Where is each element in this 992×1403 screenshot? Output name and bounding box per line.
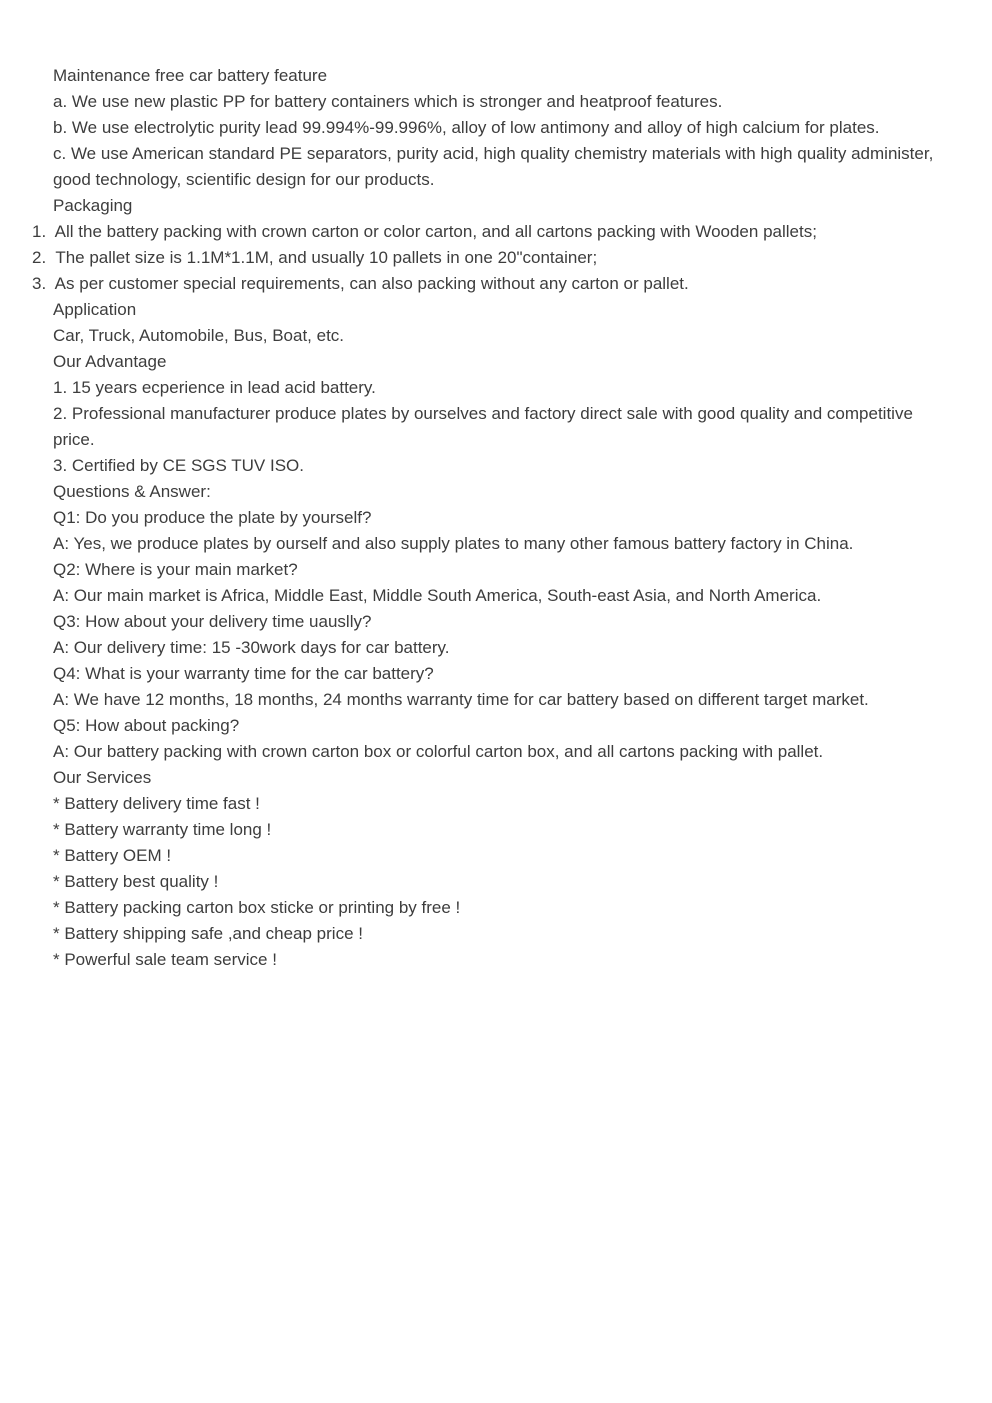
service-item: * Powerful sale team service ! (53, 950, 277, 969)
advantage-list (53, 375, 951, 479)
advantage-item: 2. Professional manufacturer produce plates by ourselves and factory direct sale with good quality and competitive price. (53, 404, 918, 449)
advantage-item: 3. Certified by CE SGS TUV ISO. (53, 456, 304, 475)
feature-item: b. We use electrolytic purity lead 99.994%-99.996%, alloy of low antimony and alloy of high calcium for plates. (53, 118, 880, 137)
feature-list (53, 89, 951, 193)
services-list (53, 791, 951, 973)
service-item: * Battery OEM ! (53, 846, 172, 865)
qa-answer: A: Yes, we produce plates by ourself and also supply plates to many other famous battery factory in China. (53, 534, 854, 553)
packaging-list (32, 219, 951, 297)
application-list (53, 323, 951, 349)
packaging-item: 1. All the battery packing with crown carton or color carton, and all cartons packing with Wooden pallets; (32, 222, 817, 241)
service-item: * Battery packing carton box sticke or printing by free ! (53, 898, 461, 917)
qa-list (53, 505, 951, 765)
feature-item: a. We use new plastic PP for battery containers which is stronger and heatproof features. (53, 92, 723, 111)
packaging-heading: Packaging (53, 196, 133, 215)
qa-answer: A: Our main market is Africa, Middle East, Middle South America, South-east Asia, and North America. (53, 586, 822, 605)
qa-answer: A: Our battery packing with crown carton box or colorful carton box, and all cartons packing with pallet. (53, 742, 824, 761)
qa-question: Q2: Where is your main market? (53, 560, 298, 579)
service-item: * Battery shipping safe ,and cheap price ! (53, 924, 363, 943)
section-advantage (53, 349, 951, 479)
qa-heading: Questions & Answer: (53, 482, 211, 501)
service-item: * Battery delivery time fast ! (53, 794, 260, 813)
section-application (53, 297, 951, 349)
section-packaging (32, 193, 951, 297)
qa-answer: A: We have 12 months, 18 months, 24 months warranty time for car battery based on different target market. (53, 690, 869, 709)
feature-item: c. We use American standard PE separators, purity acid, high quality chemistry materials with high quality administer, good technology, scientific design for our products. (53, 144, 939, 189)
packaging-item: 3. As per customer special requirements, can also packing without any carton or pallet. (32, 274, 689, 293)
service-item: * Battery best quality ! (53, 872, 219, 891)
section-feature (53, 63, 951, 193)
qa-question: Q3: How about your delivery time uauslly? (53, 612, 372, 631)
application-item: Car, Truck, Automobile, Bus, Boat, etc. (53, 326, 345, 345)
advantage-heading: Our Advantage (53, 352, 167, 371)
qa-question: Q1: Do you produce the plate by yourself? (53, 508, 372, 527)
qa-answer: A: Our delivery time: 15 -30work days for car battery. (53, 638, 450, 657)
qa-question: Q5: How about packing? (53, 716, 240, 735)
application-heading: Application (53, 300, 137, 319)
section-qa (53, 479, 951, 765)
section-services (53, 765, 951, 973)
feature-heading: Maintenance free car battery feature (53, 66, 328, 85)
service-item: * Battery warranty time long ! (53, 820, 272, 839)
advantage-item: 1. 15 years ecperience in lead acid battery. (53, 378, 376, 397)
packaging-item: 2. The pallet size is 1.1M*1.1M, and usually 10 pallets in one 20"container; (32, 248, 598, 267)
qa-question: Q4: What is your warranty time for the car battery? (53, 664, 434, 683)
services-heading: Our Services (53, 768, 152, 787)
